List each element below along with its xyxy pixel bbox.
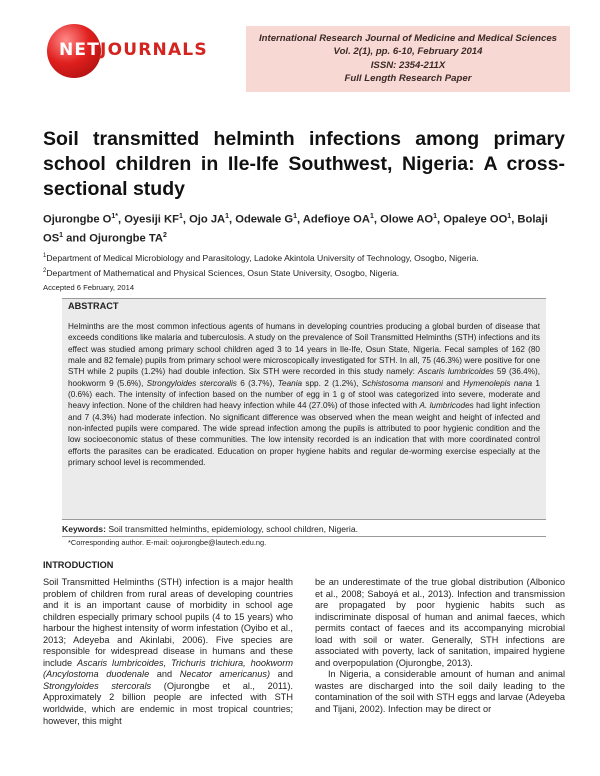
journal-name: International Research Journal of Medicine and Medical Sciences [258, 33, 558, 44]
intro-paragraph-1 [43, 577, 293, 727]
author-separator: , [437, 213, 444, 226]
affiliations [43, 250, 565, 280]
affiliation-line [43, 265, 565, 280]
intro-paragraph-2: In Nigeria, a considerable amount of human and animal wastes are discharged into the soil daily leading to the contamination of the soil with STH eggs and larvae (Adeyeba and Tijani, 2002). Infection may be direct or [315, 669, 565, 715]
logo-text-journals: JOURNALS [100, 40, 208, 60]
text-run: had light infection and 7 (4.3%) had moderate infection. No significant difference was observed when the mean weight and height of infected and non-infected pupils were compared. The wide spread infection among the pupils is attributed to poor hygienic condition and the low socioeconomic status of these communities. The low intensity recorded is an indication that with more coordinated control efforts the parasites can be eradicated. Education on proper hygiene habits and regular de-worming exercise especially at the primary school level is recommended. [68, 401, 541, 468]
abstract-heading: ABSTRACT [68, 301, 119, 311]
body-column-left [43, 577, 293, 727]
logo-text [59, 40, 208, 60]
text-run: and [149, 669, 180, 680]
author-name: Ojurongbe TA [89, 232, 163, 245]
affiliation-mark: 2 [43, 267, 47, 274]
article-title: Soil transmitted helminth infections among primary school children in Ile-Ife Southwest, Nigeria: A cross-sectional study [43, 128, 565, 200]
journal-issn: ISSN: 2354-211X [370, 59, 446, 71]
author-name: Adefioye OA [302, 213, 370, 226]
author-list [43, 209, 565, 247]
author-affiliation-mark: 1 [433, 213, 438, 220]
italic-run: Strongyloides stercorals [43, 680, 152, 691]
author-separator: , [118, 213, 125, 226]
italic-run: Schistosoma mansoni [361, 378, 443, 388]
author-affiliation-mark: 1 [369, 213, 374, 220]
author-name: Oyesiji KF [124, 213, 179, 226]
author-affiliation-mark: 1 [293, 213, 297, 220]
abstract-box [62, 298, 546, 520]
author-affiliation-mark: 2 [162, 232, 167, 240]
author-separator: , [182, 213, 190, 226]
text-run: (Ojurongbe et al., 2011). Approximately 2 billion people are infected with STH worldwide, which are endemic in most tropical countries; however, this might [43, 680, 293, 726]
text-run: and [442, 378, 464, 388]
text-run: 59 (36.4%), hookworm 9 (5.6%), [68, 367, 541, 388]
author-name: Olowe AO [380, 213, 434, 226]
keywords-text: Soil transmitted helminths, epidemiology, school children, Nigeria. [108, 524, 358, 534]
author-affiliation-mark: 1* [111, 213, 118, 220]
intro-paragraph-1-cont: be an underestimate of the true global distribution (Albonico et al., 2008; Saboyá et al., 2013). Infection and transmission are propagated by poor hygienic habits such as indiscriminate disposal of human and animal faeces, which permits contact of faeces and its accompanying microbial load with soil or water. Generally, STH infections are associated with poverty, lack of sanitation, impaired hygiene and overpopulation (Ojurongbe, 2013). [315, 577, 565, 668]
text-run: Helminths are the most common infectious agents of humans in developing countries producing a global burden of disease that exceeds conditions like malaria and tuberculosis. A study on the prevalence of Soil Transmitted Helminths (STH) infections and its effect was studied among primary school children aged 3 to 14 years in Ile-Ife, Osun State, Nigeria. Fecal samples of 162 (80 male and 82 female) pupils from primary school were microscopically investigated for STH. In all, 75 (46.3%) were positive for one STH while 2 pupils (1.2%) had double infection. Six STH were recorded in this study namely: [68, 322, 540, 377]
keywords-label: Keywords: [62, 524, 106, 534]
affiliation-line [43, 250, 565, 265]
author-separator: , [296, 213, 303, 226]
italic-run: Teania [277, 378, 303, 388]
keywords [62, 524, 546, 534]
author-name: Ojo JA [189, 213, 226, 226]
text-run: 6 (3.7%), [236, 378, 278, 388]
italic-run: Ascaris lumbricoides [418, 367, 494, 377]
corresponding-author: *Corresponding author. E-mail: oojurongbe@lautech.edu.ng. [68, 538, 267, 547]
italic-run: Ascaris lumbricoides, Trichuris trichiura, hookworm (Ancylostoma duodenale [43, 657, 293, 680]
author-name: Opaleye OO [443, 213, 508, 226]
journal-info-box [246, 26, 570, 92]
affiliation-text: Department of Medical Microbiology and Parasitology, Ladoke Akintola University of Technology, Osogbo, Nigeria. [46, 252, 479, 263]
affiliation-mark: 1 [43, 253, 47, 259]
affiliation-text: Department of Mathematical and Physical Sciences, Osun State University, Osogbo, Nigeria. [46, 267, 400, 278]
logo-text-net: NET [59, 40, 101, 60]
author-affiliation-mark: 1 [59, 232, 64, 240]
journal-volume: Vol. 2(1), pp. 6-10, February 2014 [333, 46, 483, 58]
italic-run: A. lumbricodes [419, 401, 474, 411]
author-name: Odewale G [235, 213, 294, 226]
accepted-date: Accepted 6 February, 2014 [43, 283, 135, 292]
author-separator: , [511, 213, 518, 226]
author-affiliation-mark: 1 [225, 213, 230, 220]
divider [62, 536, 546, 537]
body-column-right [315, 577, 565, 716]
italic-run: Necator americanus) [179, 669, 271, 680]
abstract-text [68, 321, 540, 468]
author-separator: and [63, 232, 90, 245]
paper-type: Full Length Research Paper [344, 73, 472, 85]
text-run: and [270, 669, 293, 680]
text-run: spp. 2 (1.2%), [302, 378, 362, 388]
netjournals-logo [47, 24, 217, 78]
author-separator: , [229, 213, 236, 226]
italic-run: Strongyloides stercoralis [146, 378, 237, 388]
author-affiliation-mark: 1 [507, 213, 512, 220]
author-affiliation-mark: 1 [178, 213, 183, 220]
author-separator: , [373, 213, 381, 226]
introduction-heading: INTRODUCTION [43, 560, 114, 570]
author-name: Ojurongbe O [43, 213, 112, 226]
italic-run: Hymenolepis nana [463, 378, 533, 388]
text-run: 1 (0.6%) each. The intensity of infection based on the number of egg in 1 g of stool was categorized into severe, moderate and heavy infection. None of the children had heavy infection while 44 (27.0%) of those infected with [68, 378, 540, 411]
text-run: Soil Transmitted Helminths (STH) infection is a major health problem of children from rural areas of developing countries and it is an important cause of morbidity in school age children especially primary school pupils (4 to 15 years) who harbour the highest intensity of worm infestation (Oyibo et al., 2013; Adeyeba and Akinlabi, 2006). Five species are responsible for widespread disease in humans and these include [43, 577, 293, 668]
author-name: Bolaji OS [43, 213, 548, 245]
